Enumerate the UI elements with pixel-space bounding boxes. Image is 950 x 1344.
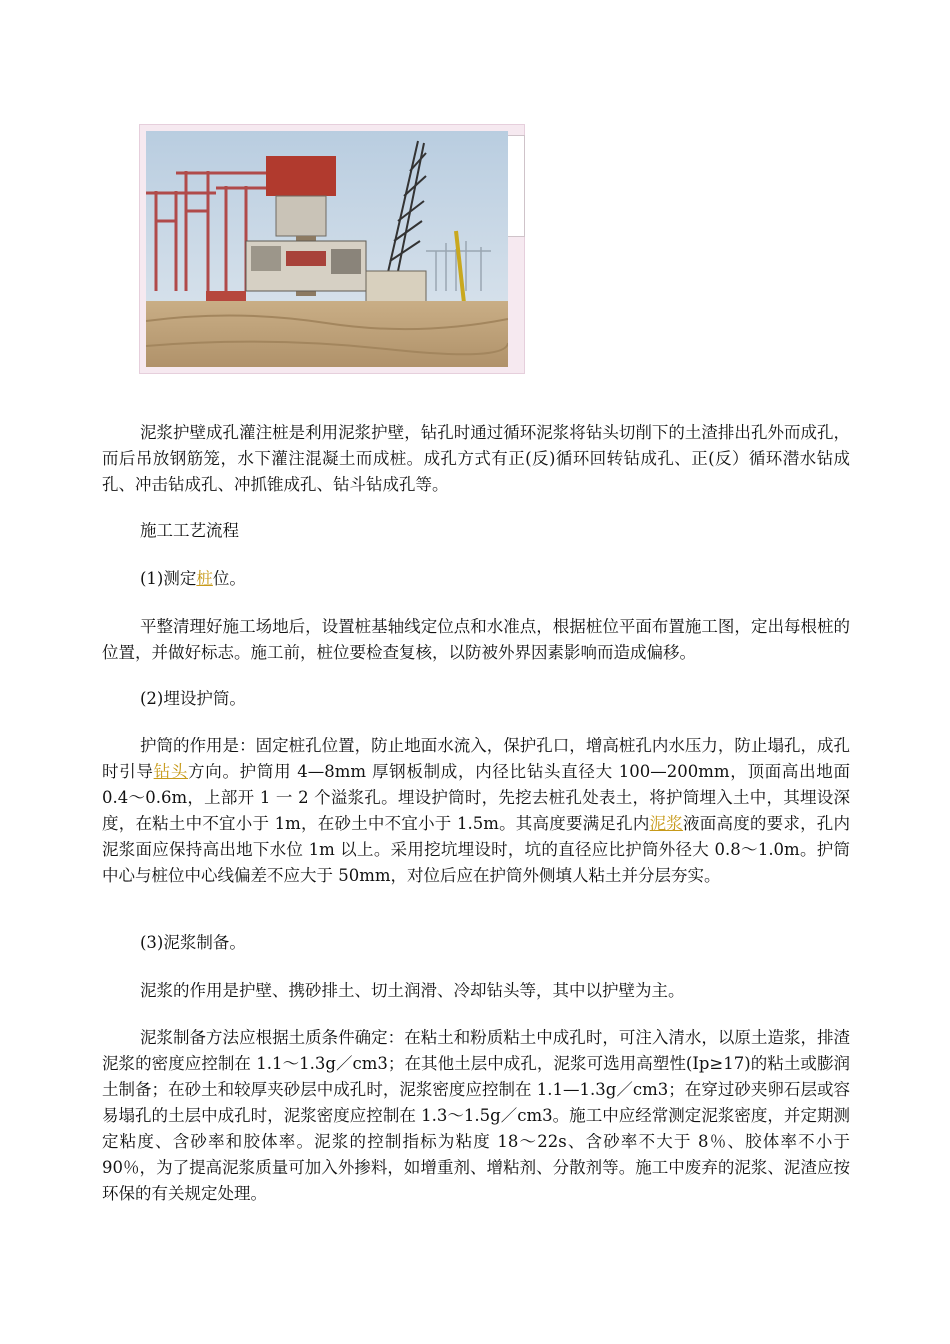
section-title: 施工工艺流程: [140, 521, 239, 540]
mud-link[interactable]: 泥浆: [649, 814, 684, 833]
step3-heading: (3)泥浆制备。: [140, 933, 246, 952]
step1-pre: (1)测定: [140, 569, 197, 588]
step2-body: [102, 733, 850, 889]
step3-body1: 泥浆的作用是护壁、携砂排土、切土润滑、冷却钻头等，其中以护壁为主。: [140, 981, 685, 1000]
step1-body: 平整清理好施工场地后，设置桩基轴线定位点和水准点，根据桩位平面布置施工图，定出每根桩的位置，并做好标志。施工前，桩位要检查复核，以防被外界因素影响而造成偏移。: [102, 617, 850, 662]
step2-body-part1: 护筒的作用是：固定桩孔位置，防止地面水流入，保护孔口，增高桩孔内水压力，防止塌孔，成孔时引导: [102, 736, 850, 781]
step2-heading: (2)埋设护筒。: [140, 689, 246, 708]
frame-tab: [507, 135, 525, 237]
pile-link[interactable]: 桩: [196, 569, 213, 588]
step1-post: 位。: [212, 569, 246, 588]
photo-frame: [139, 124, 525, 374]
step2-body-part3: 液面高度的要求，孔内泥浆面应保持高出地下水位 1m 以上。采用挖坑埋设时，坑的直径应比护筒外径大 0.8～1.0m。护筒中心与桩位中心线偏差不应大于 50mm，对位后应在护筒外侧填人粘土并分层夯实。: [102, 814, 851, 885]
drill-bit-link[interactable]: 钻头: [153, 762, 189, 781]
step3-body2: 泥浆制备方法应根据土质条件确定：在粘土和粉质粘土中成孔时，可注入清水，以原土造浆，排渣泥浆的密度应控制在 1.1～1.3g／cm3；在其他土层中成孔，泥浆可选用高塑性(Ip≥17)的粘土或膨润土制备；在砂土和较厚夹砂层中成孔时，泥浆密度应控制在 1.1—1.3g／cm3；在穿过砂夹卵石层或容易塌孔的土层中成孔时，泥浆密度应控制在 1.3～1.5g／cm3。施工中应经常测定泥浆密度，并定期测定粘度、含砂率和胶体率。泥浆的控制指标为粘度 18～22s、含砂率不大于 8％、胶体率不小于 90％，为了提高泥浆质量可加入外掺料，如增重剂、增粘剂、分散剂等。施工中废弃的泥浆、泥渣应按环保的有关规定处理。: [102, 1028, 850, 1203]
step1-heading: [102, 566, 850, 592]
intro-paragraph: 泥浆护壁成孔灌注桩是利用泥浆护壁，钻孔时通过循环泥浆将钻头切削下的土渣排出孔外而成孔，而后吊放钢筋笼，水下灌注混凝土而成桩。成孔方式有正(反)循环回转钻成孔、正(反）循环潜水钻成孔、冲击钻成孔、冲抓锥成孔、钻斗钻成孔等。: [102, 423, 850, 494]
construction-site-photo: [146, 131, 508, 367]
step2-body-part2: 方向。护筒用 4—8mm 厚钢板制成，内径比钻头直径大 100—200mm，顶面高出地面 0.4～0.6m，上部开 1 一 2 个溢浆孔。埋设护筒时，先挖去桩孔处表土，将护筒埋入土中，其埋设深度，在粘土中不宜小于 1m，在砂土中不宜小于 1.5m。其高度要满足孔内: [102, 762, 851, 833]
